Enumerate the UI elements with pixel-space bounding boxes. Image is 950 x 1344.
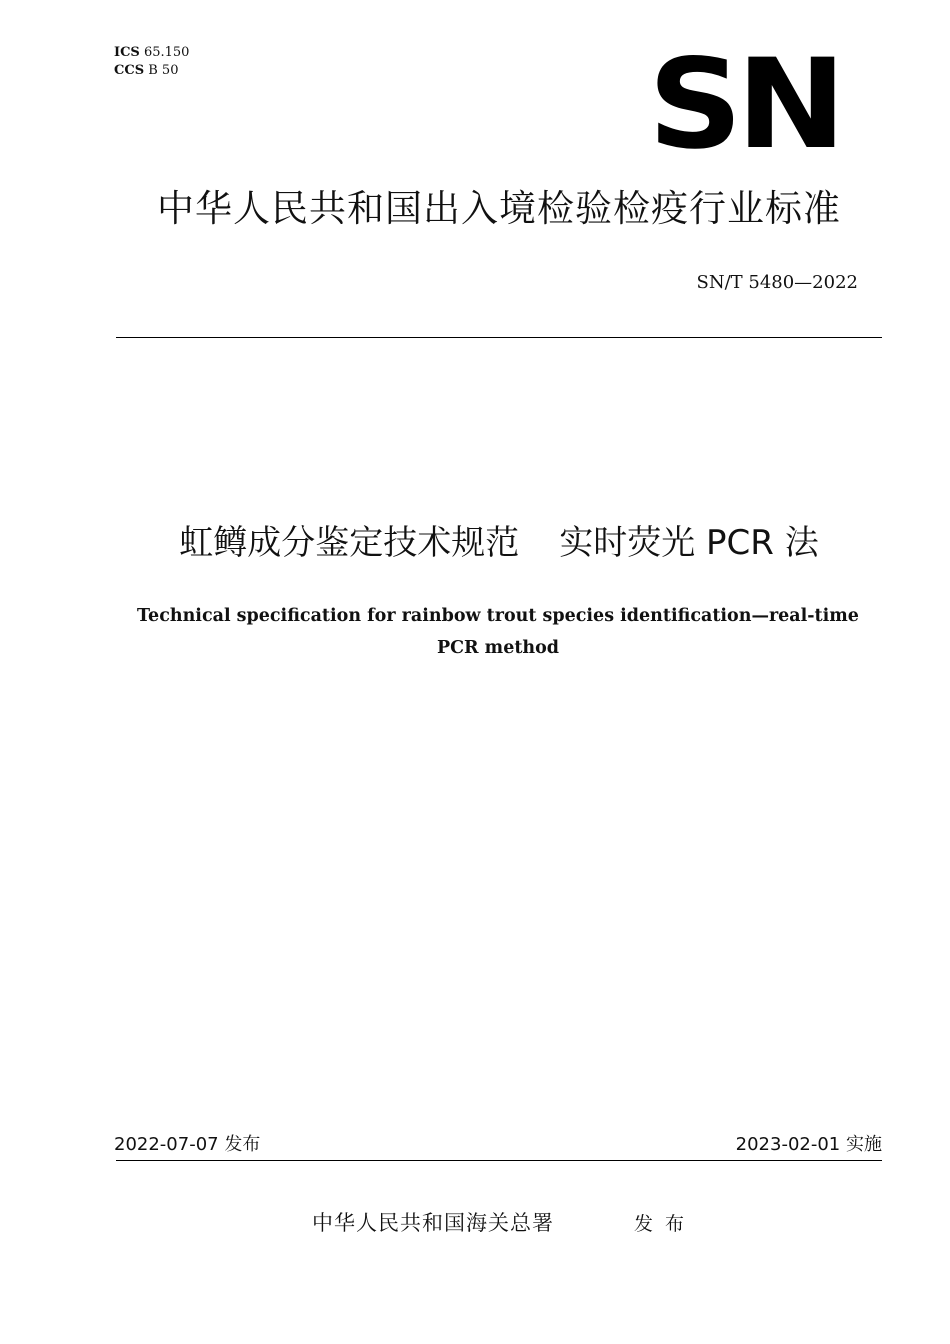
publish-date: 2022-07-07 发布 <box>114 1134 261 1155</box>
document-title-cn <box>0 518 950 568</box>
ccs-value: B 50 <box>148 63 179 78</box>
ics-code <box>114 44 189 62</box>
title-cn-main: 虹鳟成分鉴定技术规范 <box>179 523 520 563</box>
standard-category-title: 中华人民共和国出入境检验检疫行业标准 <box>157 187 841 230</box>
ics-value: 65.150 <box>143 45 190 60</box>
ics-key: ICS <box>114 45 140 60</box>
issue-label: 发布 <box>634 1213 697 1235</box>
issuing-authority: 中华人民共和国海关总署 <box>312 1211 554 1235</box>
sn-logo: SN <box>648 33 840 177</box>
ccs-key: CCS <box>114 63 145 78</box>
title-cn-method: 实时荧光 PCR 法 <box>559 523 819 563</box>
implement-date: 2023-02-01 实施 <box>735 1134 882 1155</box>
standard-number: SN/T 5480—2022 <box>696 272 858 293</box>
classification-codes <box>114 44 189 80</box>
ccs-code <box>114 62 189 80</box>
bottom-divider <box>116 1160 882 1161</box>
document-title-en: Technical specification for rainbow trout species identification—real-time PCR method <box>137 606 859 658</box>
top-divider <box>116 337 882 338</box>
